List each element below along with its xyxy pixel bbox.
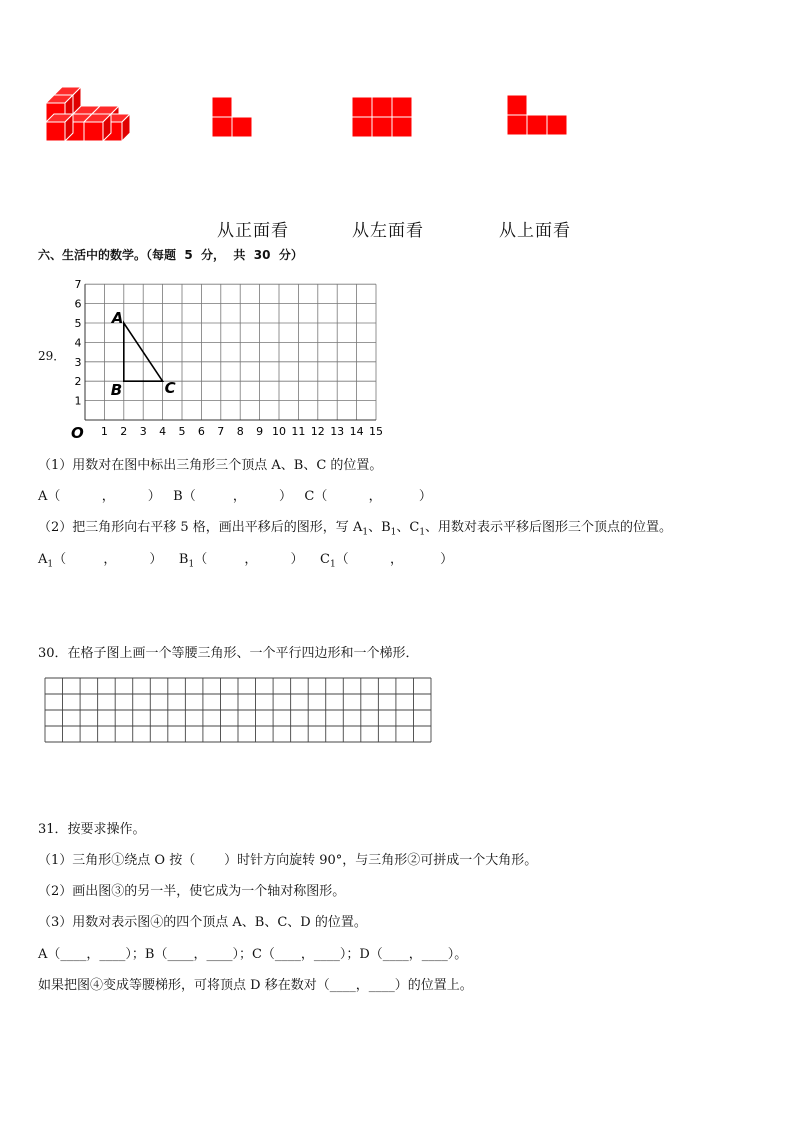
q31-line5[interactable]: 如果把图④变成等腰梯形，可将顶点 D 移在数对（____，____）的位置上。 [38, 978, 473, 993]
x-tick-label: 15 [369, 425, 383, 438]
view-square [547, 115, 567, 135]
x-tick-label: 11 [291, 425, 306, 438]
left-view-label: 从左面看 [352, 221, 424, 241]
y-tick-label: 6 [74, 297, 82, 311]
q30-text: 30．在格子图上画一个等腰三角形、一个平行四边形和一个梯形． [38, 646, 419, 661]
view-square [352, 117, 372, 137]
view-square [232, 117, 252, 137]
view-square [507, 95, 527, 115]
y-tick-label: 3 [74, 355, 82, 369]
vertex-label: A [111, 309, 124, 327]
q31-title: 31．按要求操作。 [38, 822, 146, 837]
q31-line3: （3）用数对表示图④的四个顶点 A、B、C、D 的位置。 [38, 915, 367, 930]
solid-3d-shape-icon [40, 80, 140, 150]
left-view-shape-icon [350, 95, 415, 140]
y-tick-label: 4 [74, 336, 82, 350]
drawing-grid[interactable] [44, 677, 434, 745]
x-tick-label: 5 [178, 425, 186, 438]
x-tick-label: 6 [197, 425, 205, 438]
view-square [372, 117, 392, 137]
q31-line2: （2）画出图③的另一半，使它成为一个轴对称图形。 [38, 884, 346, 899]
question-number-29: 29． [38, 349, 66, 363]
q29-part1: （1）用数对在图中标出三角形三个顶点 A、B、C 的位置。 [38, 458, 383, 473]
x-tick-label: 1 [100, 425, 108, 438]
y-tick-label: 1 [74, 394, 82, 408]
q29-answer-blank-2[interactable]: $A_1$（ ， ） $B_1$（ ， ） $C_1$（ ， ） [38, 552, 454, 570]
x-tick-label: 4 [159, 425, 167, 438]
view-square [527, 115, 547, 135]
x-tick-label: 8 [236, 425, 244, 438]
y-tick-label: 5 [74, 317, 82, 330]
view-square [212, 97, 232, 117]
q29-part2: （2）把三角形向右平移 5 格，画出平移后的图形，写 $A_1$、$B_1$、$C_1$、用数对表示平移后图形三个顶点的位置。 [38, 520, 673, 538]
x-tick-label: 14 [349, 425, 364, 438]
x-tick-label: 9 [256, 425, 264, 438]
q29-answer-blank-1[interactable]: A（ ， ） B（ ， ） C（ ， ） [38, 489, 432, 504]
y-tick-label: 7 [74, 278, 82, 292]
front-view-label: 从正面看 [217, 221, 289, 241]
x-tick-label: 2 [120, 425, 128, 438]
view-square [392, 117, 412, 137]
view-square [352, 97, 372, 117]
view-square [507, 115, 527, 135]
x-tick-label: 12 [310, 425, 325, 438]
view-square [392, 97, 412, 117]
coordinate-grid [60, 274, 390, 438]
origin-label: O [71, 424, 84, 438]
x-tick-label: 10 [272, 425, 286, 438]
view-square [372, 97, 392, 117]
vertex-label: C [164, 379, 176, 398]
x-tick-label: 3 [139, 425, 147, 438]
y-tick-label: 2 [74, 375, 82, 389]
view-square [212, 117, 232, 137]
vertex-label: B [110, 381, 123, 400]
front-view-shape-icon [210, 95, 260, 140]
q31-line1: （1）三角形①绕点 O 按（ ）时针方向旋转 90°，与三角形②可拼成一个大角形。 [38, 853, 538, 868]
x-tick-label: 7 [217, 425, 225, 438]
q31-line4[interactable]: A（____，____）；B（____，____）；C（____，____）；D（____，____）。 [38, 947, 468, 962]
top-view-label: 从上面看 [499, 221, 571, 241]
section-title: 六、生活中的数学。（每题 5 分， 共 30 分） [38, 248, 303, 262]
x-tick-label: 13 [330, 425, 345, 438]
top-view-shape-icon [505, 93, 570, 138]
